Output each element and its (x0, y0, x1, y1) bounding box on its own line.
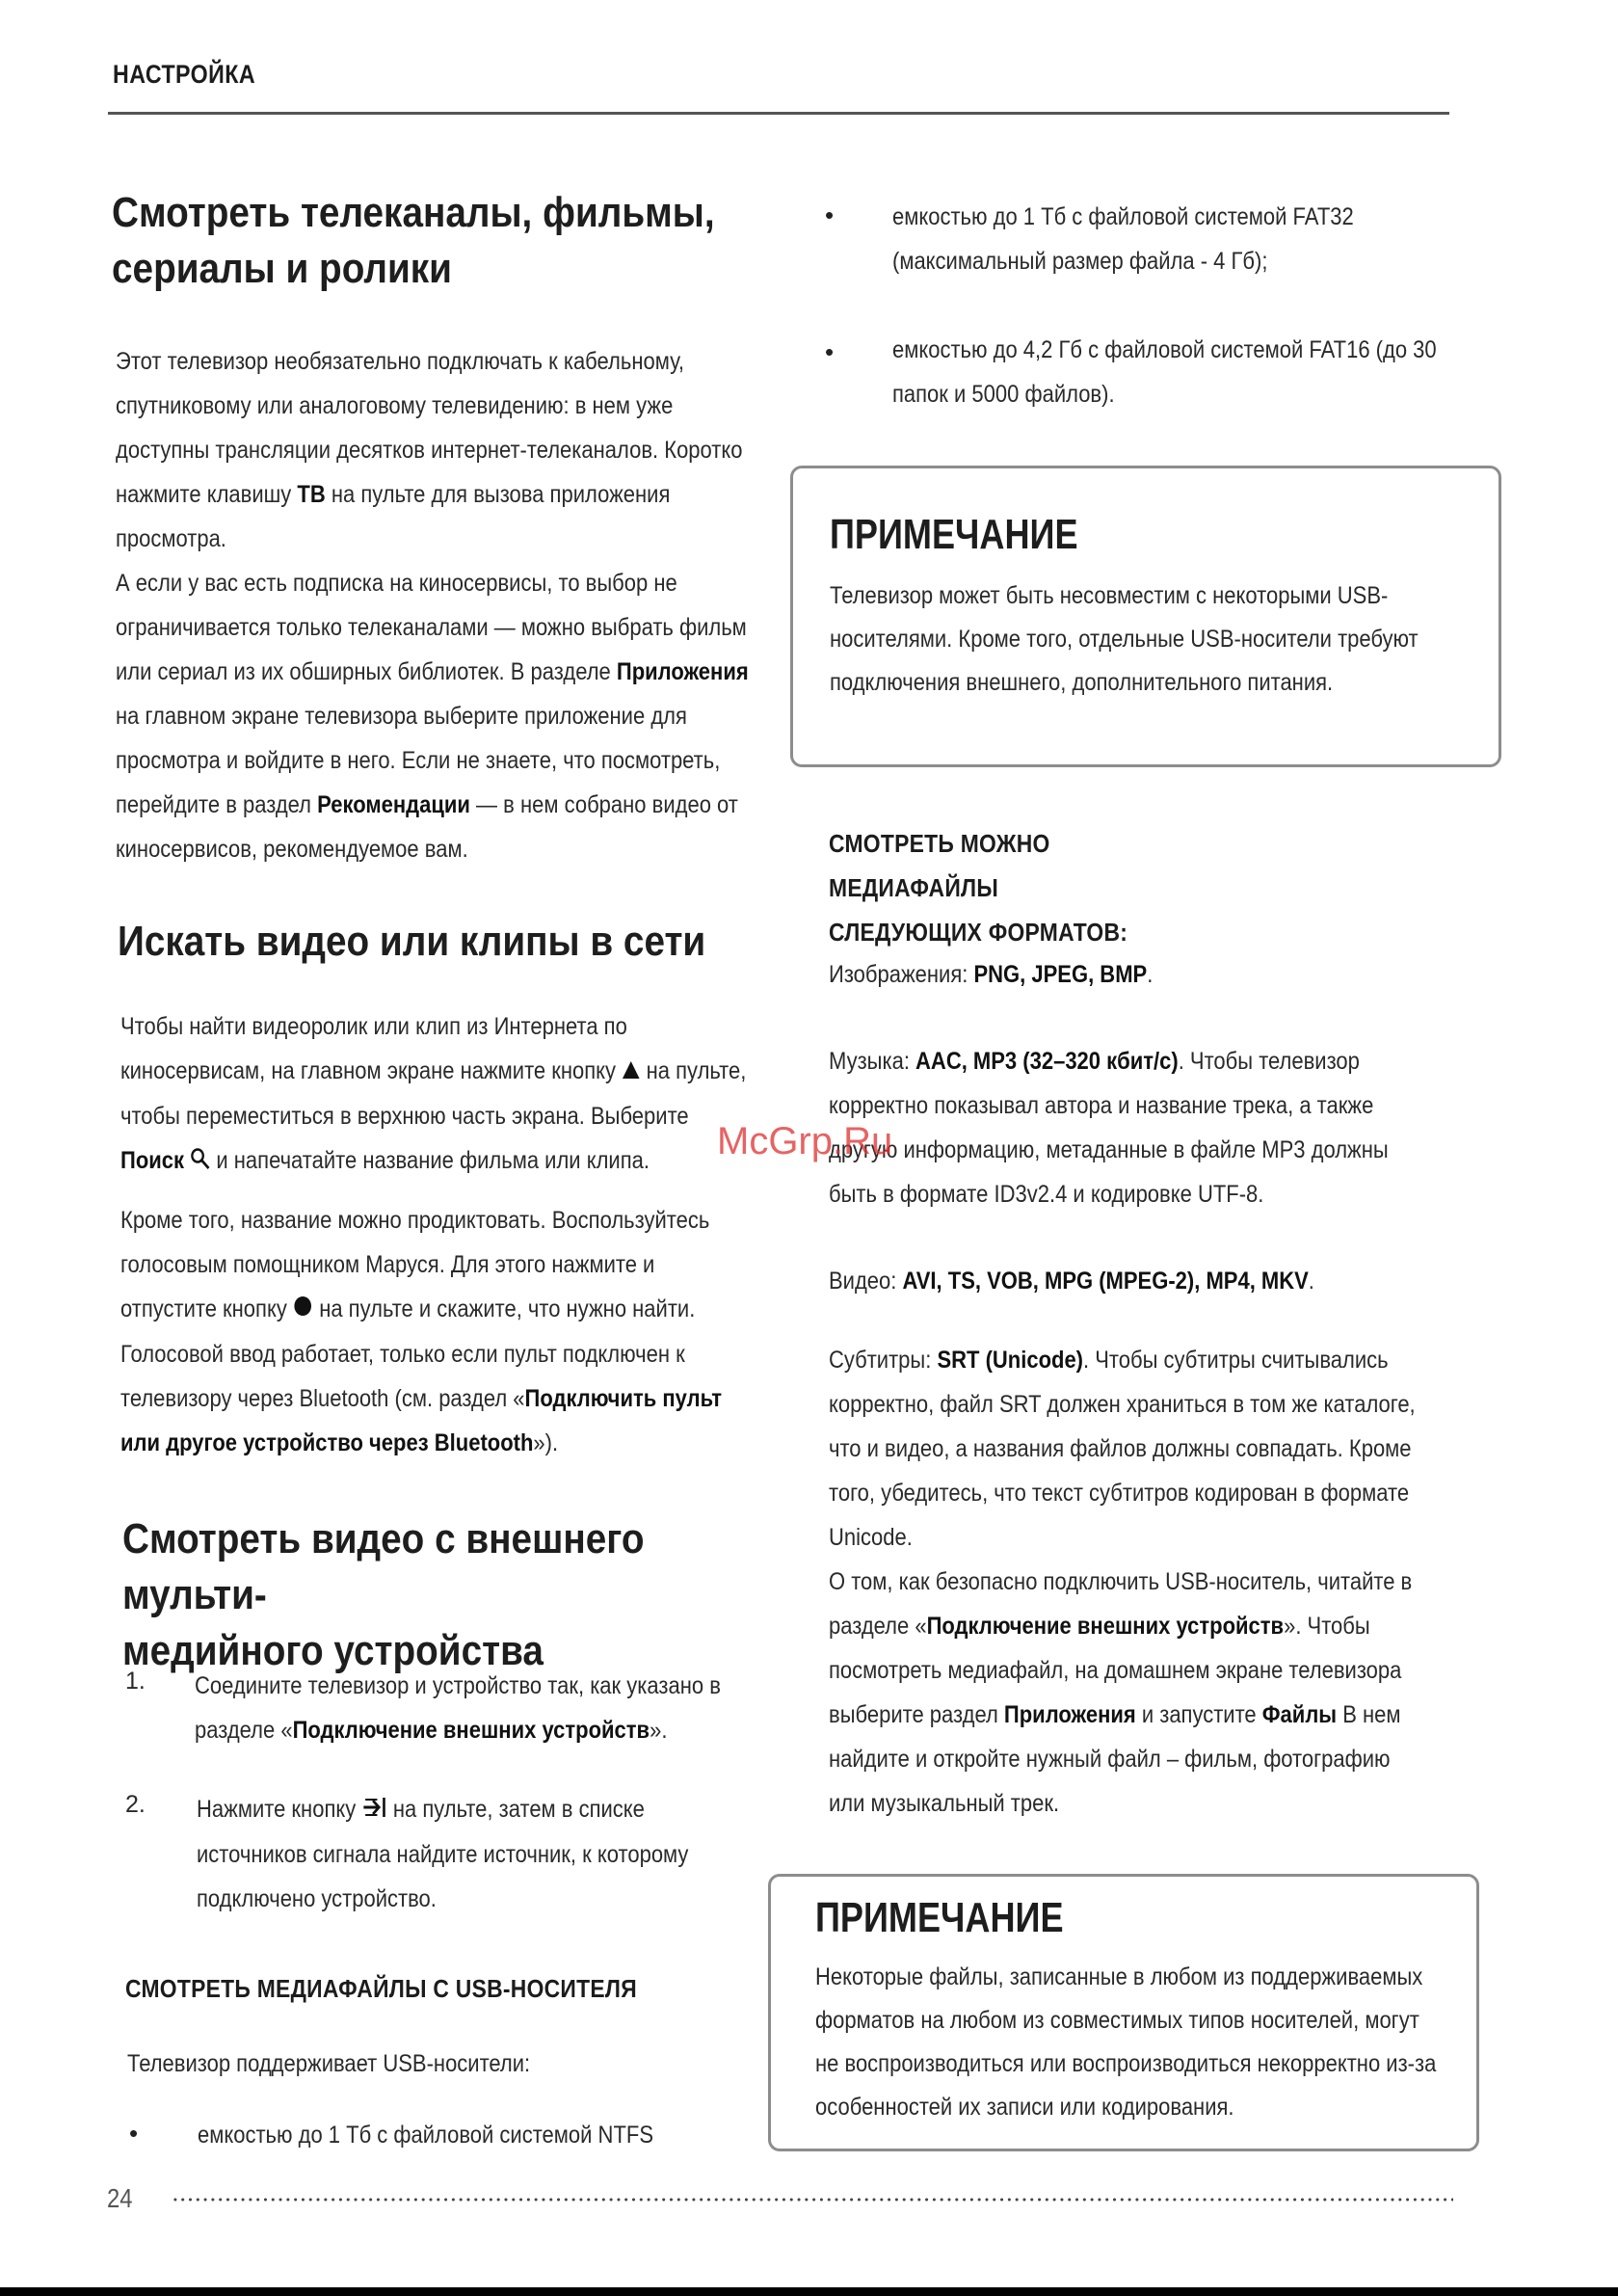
heading-search (118, 914, 811, 970)
step-2 (197, 1787, 756, 1921)
formats-heading (829, 821, 1202, 954)
value: PNG, JPEG, BMP (973, 961, 1148, 988)
value: AVI, TS, VOB, MPG (MPEG-2), MP4, MKV (902, 1268, 1309, 1295)
label: Изображения: (829, 961, 974, 988)
text: на главном экране телевизора выберите приложение для просмотра и войдите в него. Если не знаете, что посмотреть, перейдите в раздел (116, 703, 721, 818)
usb-heading: СМОТРЕТЬ МЕДИАФАЙЛЫ С USB-НОСИТЕЛЯ (125, 1974, 637, 2003)
apps-term: Приложения (1003, 1701, 1136, 1728)
note-title: ПРИМЕЧАНИЕ (815, 1894, 1064, 1941)
heading-line: Смотреть видео с внешнего мульти- (122, 1515, 645, 1618)
usb-item-fat32 (892, 195, 1444, 283)
usb-item-ntfs: емкостью до 1 Тб с файловой системой NTFS (198, 2122, 653, 2149)
label: Субтитры: (829, 1347, 938, 1374)
text: — в нем собрано видео от киносервисов, рекомендуемое вам. (116, 791, 738, 863)
text: . Чтобы субтитры считывались корректно, файл SRT должен храниться в том же каталоге, что и видео, а названия файлов должны совпадать. Кроме того, убедитесь, что текст субтитров кодирован в формате Unicode. (829, 1347, 1416, 1551)
format-video (829, 1259, 1431, 1303)
note-box-compat (790, 466, 1501, 767)
text: О том, как безопасно подключить USB-носитель, читайте в разделе « (829, 1568, 1413, 1640)
text: и запустите (1135, 1701, 1262, 1728)
step-number: 2. (125, 1791, 146, 1818)
heading-line: Смотреть телеканалы, фильмы, (112, 189, 715, 236)
step-number: 1. (125, 1668, 146, 1695)
text: ». Чтобы посмотреть медиафайл, на домашнем экране телевизора выберите раздел (829, 1613, 1402, 1728)
label: Видео: (829, 1268, 903, 1295)
paragraph-search (120, 1004, 755, 1185)
apps-term: Приложения (616, 658, 749, 685)
value: AAC, MP3 (32–320 кбит/с) (915, 1048, 1179, 1075)
external-devices-term: Подключение внешних устройств (292, 1717, 650, 1744)
text: А если у вас есть подписка на киносервисы, то выбор не ограничивается только телеканалами — можно выбрать фильм или сериал из их обширных библиотек. В разделе (116, 570, 747, 685)
text: . (1147, 961, 1154, 988)
text: . Чтобы телевизор корректно показывал автора и название трека, а также другую информацию, метаданные в файле MP3 должны быть в формате ID3v2.4 и кодировке UTF-8. (829, 1048, 1389, 1208)
paragraph-voice (120, 1198, 755, 1465)
text: на пульте, затем в списке источников сигнала найдите источник, к которому подключено устройство. (197, 1796, 689, 1913)
page-number: 24 (107, 2183, 133, 2213)
files-term: Файлы (1261, 1701, 1338, 1728)
heading-external (122, 1511, 816, 1679)
recommendations-term: Рекомендации (317, 791, 470, 818)
paragraph-tv (116, 339, 752, 561)
search-text (120, 1004, 755, 1465)
formats-list (829, 952, 1431, 1826)
bullet: • (825, 337, 835, 366)
usb-intro: Телевизор поддерживает USB-носители: (127, 2050, 531, 2077)
external-devices-term: Подключение внешних устройств (926, 1613, 1285, 1640)
text: Этот телевизор необязательно подключать к кабельному, спутниковому или аналоговому телевидению: в нем уже доступны трансляции десятков интернет-телеканалов. Коротко нажмите клавишу (116, 348, 743, 508)
footer-dotted-line (172, 2198, 1453, 2202)
heading-watch-tv (112, 185, 806, 297)
text: »). (533, 1429, 559, 1457)
section-label: НАСТРОЙКА (113, 60, 256, 89)
text: и напечатайте название фильма или клипа. (210, 1147, 650, 1175)
text: Чтобы найти видеоролик или клип из Интернета по киносервисам, на главном экране нажмите кнопку (120, 1013, 627, 1084)
format-images (829, 952, 1431, 997)
input-source-icon (361, 1788, 386, 1832)
note-text: Некоторые файлы, записанные в любом из поддерживаемых форматов на любом из совместимых типов носителей, могут не воспроизводиться или воспроизводиться некорректно из-за особенностей их записи или кодирования. (815, 1963, 1437, 2121)
bottom-edge (0, 2287, 1618, 2296)
format-subtitles (829, 1338, 1431, 1560)
bullet: • (825, 200, 835, 229)
bullet: • (129, 2119, 139, 2148)
voice-button-icon (293, 1288, 313, 1332)
search-term: Поиск (120, 1147, 185, 1175)
text: В нем найдите и откройте нужный файл – фильм, фотографию или музыкальный трек. (829, 1701, 1401, 1817)
intro-text (116, 339, 752, 871)
note-text: Телевизор может быть несовместим с некоторыми USB-носителями. Кроме того, отдельные USB-носители требуют подключения внешнего, дополнительного питания. (830, 582, 1419, 696)
heading-line: СМОТРЕТЬ МОЖНО МЕДИАФАЙЛЫ (829, 829, 1050, 902)
heading-text: Искать видео или клипы в сети (118, 918, 706, 965)
text: Нажмите кнопку (197, 1796, 362, 1823)
up-arrow-icon (622, 1050, 640, 1094)
key-tv: ТВ (297, 481, 326, 508)
text: на пульте, чтобы переместиться в верхнюю часть экрана. Выберите (120, 1057, 747, 1131)
text: емкостью до 1 Тб с файловой системой FAT32 (максимальный размер файла - 4 Гб); (892, 203, 1354, 275)
format-music (829, 1039, 1431, 1216)
note-box-playback (768, 1874, 1479, 2151)
text: ». (650, 1717, 668, 1744)
watermark: McGrp.Ru (717, 1120, 893, 1162)
text: Кроме того, название можно продиктовать. Воспользуйтесь голосовым помощником Маруся. Для этого нажмите и отпустите кнопку (120, 1206, 710, 1322)
heading-line: медийного устройства (122, 1627, 544, 1674)
note-title: ПРИМЕЧАНИЕ (830, 511, 1078, 558)
header-rule (108, 112, 1449, 115)
bluetooth-term: Подключить пульт или другое устройство через Bluetooth (120, 1385, 722, 1457)
heading-line: СЛЕДУЮЩИХ ФОРМАТОВ: (829, 918, 1128, 947)
text: на пульте для вызова приложения просмотра. (116, 481, 671, 552)
value: SRT (Unicode) (937, 1347, 1084, 1374)
step-1 (195, 1664, 755, 1752)
text: емкостью до 4,2 Гб с файловой системой FAT16 (до 30 папок и 5000 файлов). (892, 336, 1437, 408)
text: на пульте и скажите, что нужно найти. Голосовой ввод работает, только если пульт подключен к телевизору через Bluetooth (см. раздел « (120, 1295, 696, 1413)
text: . (1308, 1268, 1314, 1295)
text: Соедините телевизор и устройство так, как указано в разделе « (195, 1672, 721, 1744)
heading-line: сериалы и ролики (112, 245, 452, 292)
paragraph-safe-connect (829, 1560, 1431, 1826)
paragraph-subscriptions (116, 561, 752, 871)
search-icon (190, 1140, 210, 1185)
usb-item-fat16 (892, 328, 1444, 416)
label: Музыка: (829, 1048, 916, 1075)
